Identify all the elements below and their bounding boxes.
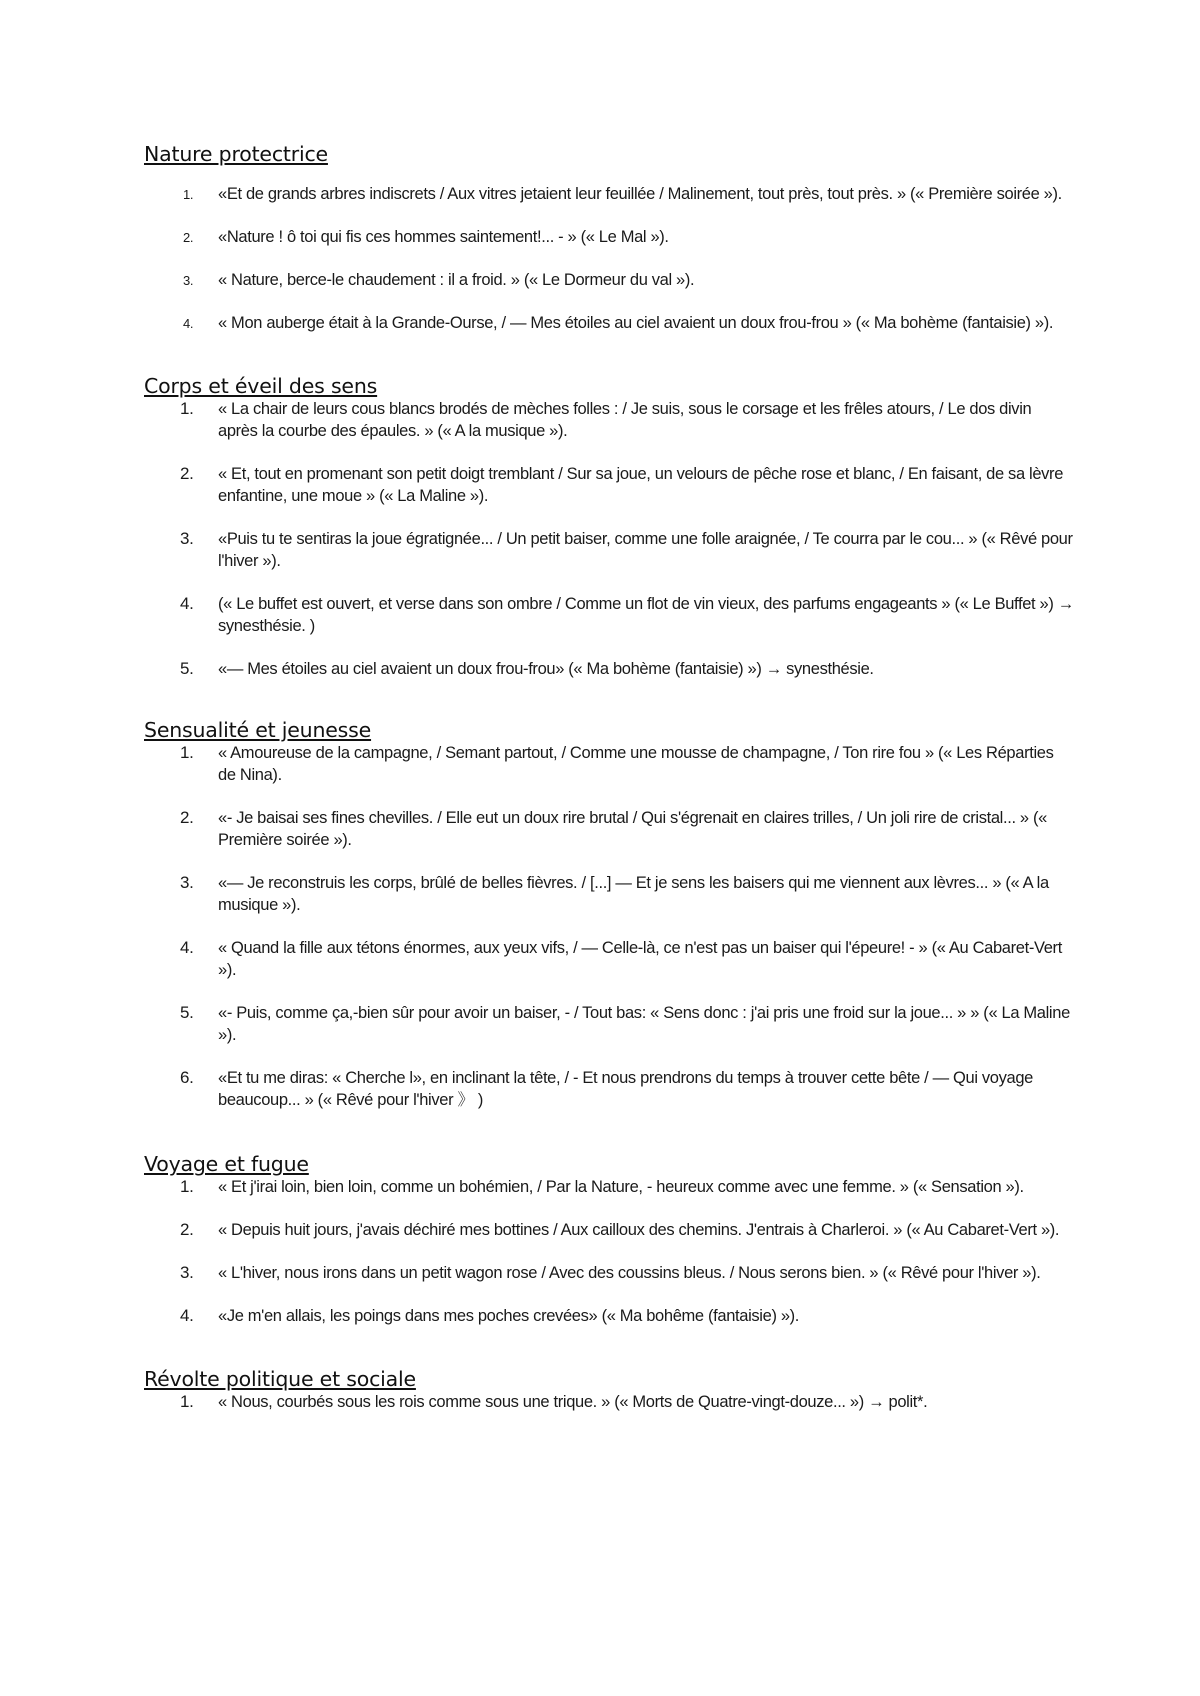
list-number: 4.: [183, 316, 194, 331]
list-item: [144, 1067, 1074, 1111]
list-item: [144, 226, 1074, 248]
list-number: 4.: [180, 1306, 194, 1325]
list-number: 4.: [180, 594, 194, 613]
list-number: 3.: [183, 273, 194, 288]
quote-text: « L'hiver, nous irons dans un petit wagon rose / Avec des coussins bleus. / Nous serons bien. » (« Rêvé pour l'hiver »).: [218, 1264, 1041, 1282]
section-title: Voyage et fugue: [144, 1152, 309, 1176]
list-item: [144, 463, 1074, 507]
list-item: [144, 1002, 1074, 1046]
list-item: [144, 528, 1074, 572]
list-number: 2.: [180, 1220, 194, 1239]
quote-text: « Et j'irai loin, bien loin, comme un bohémien, / Par la Nature, - heureux comme avec une femme. » (« Sensation »).: [218, 1178, 1024, 1196]
quote-text: « Nature, berce-le chaudement : il a froid. » (« Le Dormeur du val »).: [218, 271, 695, 289]
section-title: Révolte politique et sociale: [144, 1367, 416, 1391]
quote-text: (« Le buffet est ouvert, et verse dans son ombre / Comme un flot de vin vieux, des parfums engageants » (« Le Buffet ») → synesthésie. ): [218, 595, 1074, 635]
section-revolte-politique-sociale: [144, 1367, 1074, 1413]
quote-text: « Et, tout en promenant son petit doigt tremblant / Sur sa joue, un velours de pêche rose et blanc, / En faisant, de sa lèvre enfantine, une moue » (« La Maline »).: [218, 465, 1064, 505]
quote-text: «- Je baisai ses fines chevilles. / Elle eut un doux rire brutal / Qui s'égrenait en claires trilles, / Un joli rire de cristal... » (« Première soirée »).: [218, 809, 1047, 849]
list-number: 1.: [180, 1177, 194, 1196]
quote-text: « Nous, courbés sous les rois comme sous une trique. » (« Morts de Quatre-vingt-douze... ») → polit*.: [218, 1393, 928, 1411]
section-voyage-fugue: [144, 1152, 1074, 1327]
quote-text: «— Je reconstruis les corps, brûlé de belles fièvres. / [...] — Et je sens les baisers qui me viennent aux lèvres... » (« A la musique »).: [218, 874, 1049, 914]
section-nature-protectrice: [144, 142, 1074, 334]
list-number: 1.: [183, 187, 194, 202]
section-title: Sensualité et jeunesse: [144, 718, 372, 742]
quote-text: « Depuis huit jours, j'avais déchiré mes bottines / Aux cailloux des chemins. J'entrais à Charleroi. » (« Au Cabaret-Vert »).: [218, 1221, 1060, 1239]
quote-list: [144, 1391, 1074, 1413]
list-number: 1.: [180, 399, 194, 418]
list-number: 4.: [180, 938, 194, 957]
quote-text: «Et de grands arbres indiscrets / Aux vitres jetaient leur feuillée / Malinement, tout près, tout près. » (« Première soirée »).: [218, 185, 1062, 203]
list-number: 3.: [180, 529, 194, 548]
section-corps-eveil-sens: [144, 374, 1074, 680]
list-item: [144, 1176, 1074, 1198]
quote-list: [144, 183, 1074, 334]
quote-text: «Et tu me diras: « Cherche l», en inclinant la tête, / - Et nous prendrons du temps à trouver cette bête / — Qui voyage beaucoup... » (« Rêvé pour l'hiver 》 ): [218, 1069, 1033, 1109]
section-sensualite-jeunesse: [144, 718, 1074, 1111]
quote-list: [144, 742, 1074, 1111]
list-item: [144, 398, 1074, 442]
list-item: [144, 269, 1074, 291]
list-item: [144, 742, 1074, 786]
list-item: [144, 183, 1074, 205]
list-item: [144, 937, 1074, 981]
list-number: 5.: [180, 659, 194, 678]
quote-text: «— Mes étoiles au ciel avaient un doux frou-frou» (« Ma bohème (fantaisie) ») → synesthésie.: [218, 660, 874, 678]
list-item: [144, 1262, 1074, 1284]
list-item: [144, 312, 1074, 334]
list-number: 5.: [180, 1003, 194, 1022]
list-number: 2.: [180, 464, 194, 483]
list-number: 6.: [180, 1068, 194, 1087]
document-page: [144, 142, 1074, 1413]
list-number: 2.: [183, 230, 194, 245]
section-title: Corps et éveil des sens: [144, 374, 378, 398]
quote-text: «Nature ! ô toi qui fis ces hommes saintement!... - » (« Le Mal »).: [218, 228, 669, 246]
list-item: [144, 872, 1074, 916]
quote-text: «Je m'en allais, les poings dans mes poches crevées» (« Ma bohême (fantaisie) »).: [218, 1307, 800, 1325]
list-item: [144, 1219, 1074, 1241]
quote-text: « La chair de leurs cous blancs brodés de mèches folles : / Je suis, sous le corsage et les frêles atours, / Le dos divin après la courbe des épaules. » (« A la musique »).: [218, 400, 1032, 440]
list-number: 2.: [180, 808, 194, 827]
quote-text: « Amoureuse de la campagne, / Semant partout, / Comme une mousse de champagne, / Ton rire fou » (« Les Réparties de Nina).: [218, 744, 1054, 784]
quote-text: « Mon auberge était à la Grande-Ourse, / — Mes étoiles au ciel avaient un doux frou-frou » (« Ma bohème (fantaisie) »).: [218, 314, 1054, 332]
quote-text: «Puis tu te sentiras la joue égratignée... / Un petit baiser, comme une folle araignée, / Te courra par le cou... » (« Rêvé pour l'hiver »).: [218, 530, 1073, 570]
list-item: [144, 593, 1074, 637]
quote-list: [144, 1176, 1074, 1327]
list-item: [144, 658, 1074, 680]
list-number: 1.: [180, 743, 194, 762]
quote-text: « Quand la fille aux tétons énormes, aux yeux vifs, / — Celle-là, ce n'est pas un baiser qui l'épeure! - » (« Au Cabaret-Vert »).: [218, 939, 1062, 979]
list-item: [144, 1391, 1074, 1413]
list-number: 1.: [180, 1392, 194, 1411]
list-item: [144, 1305, 1074, 1327]
section-title: Nature protectrice: [144, 142, 328, 166]
quote-list: [144, 398, 1074, 680]
list-number: 3.: [180, 1263, 194, 1282]
list-item: [144, 807, 1074, 851]
list-number: 3.: [180, 873, 194, 892]
quote-text: «- Puis, comme ça,-bien sûr pour avoir un baiser, - / Tout bas: « Sens donc : j'ai pris une froid sur la joue... » » (« La Maline »).: [218, 1004, 1070, 1044]
